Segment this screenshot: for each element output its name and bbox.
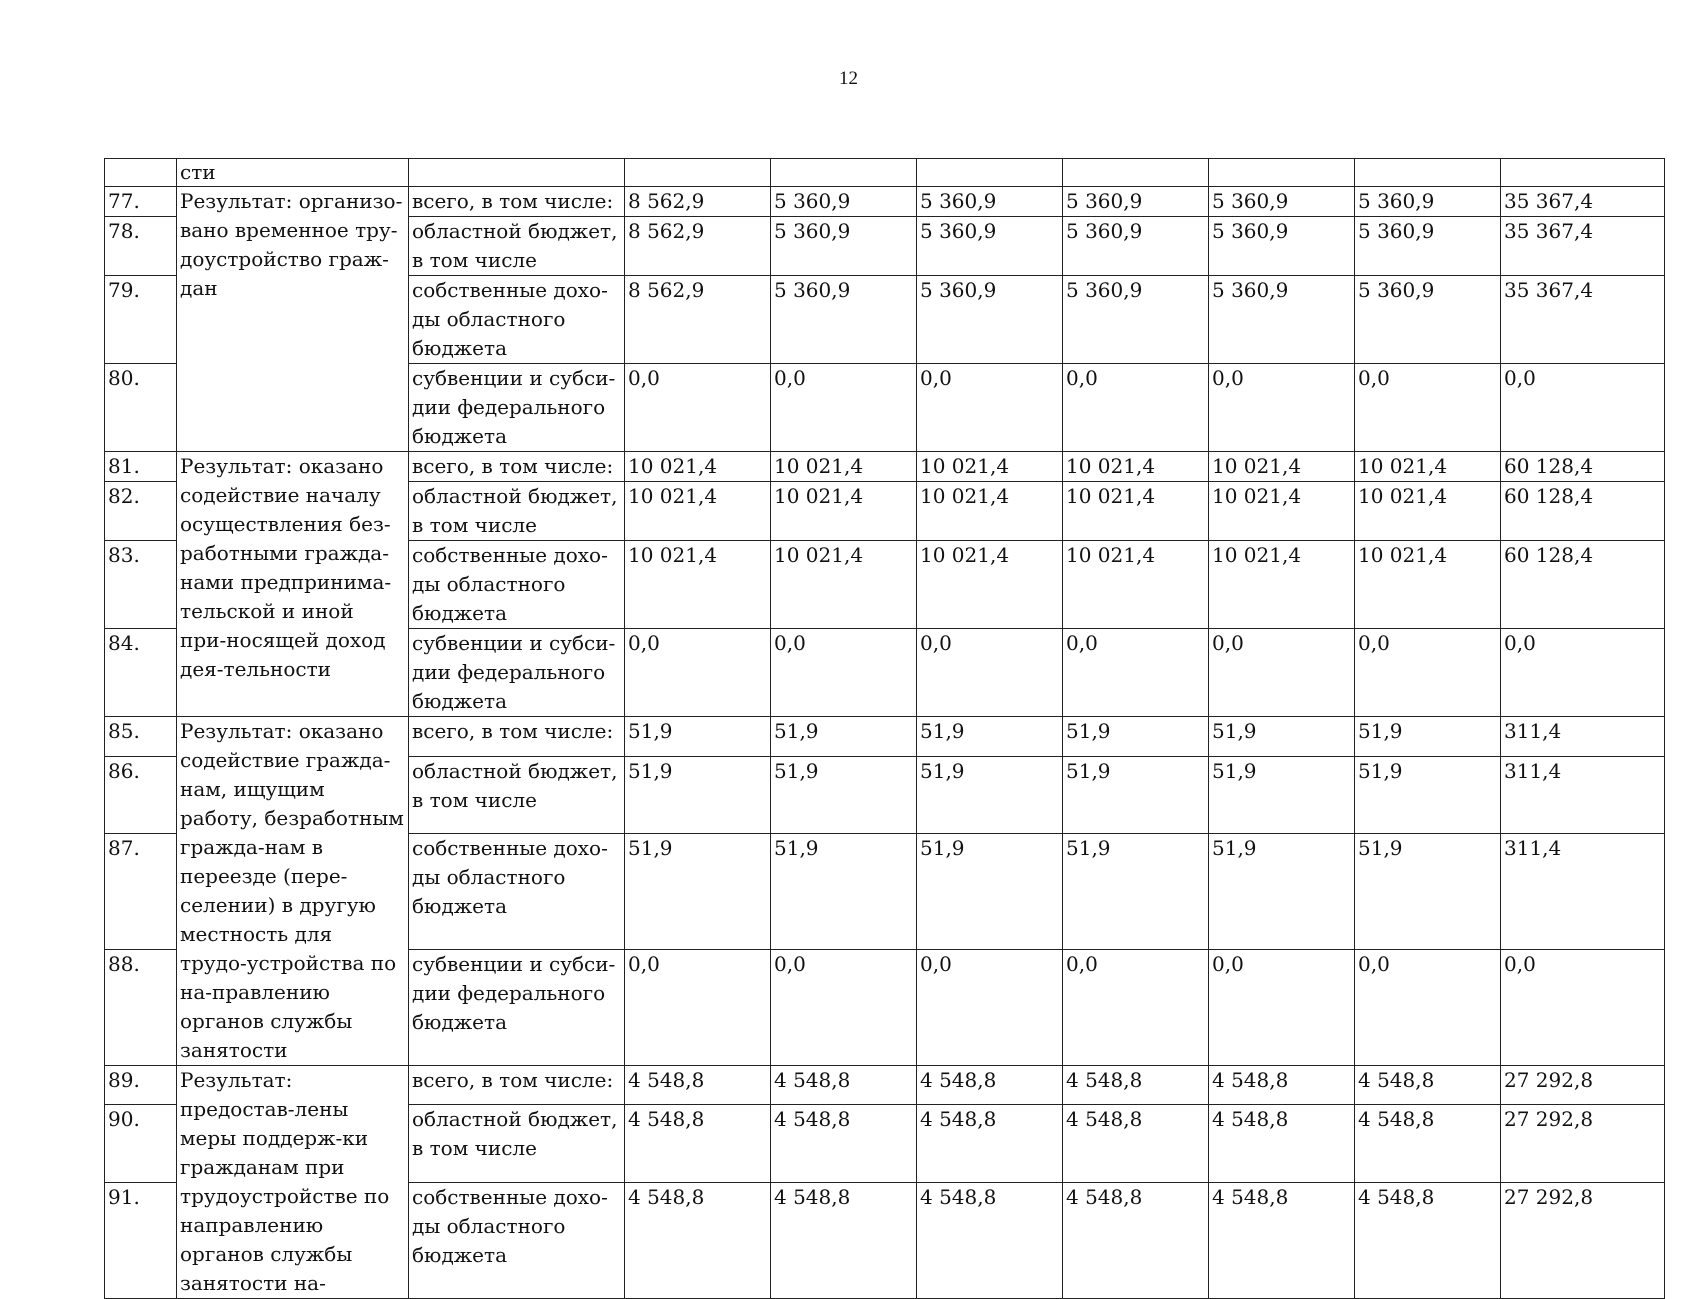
value-cell: 0,0 <box>1063 629 1209 717</box>
row-number-cell: 91. <box>105 1183 177 1299</box>
value-cell: 4 548,8 <box>1209 1066 1355 1105</box>
total-cell: 60 128,4 <box>1501 541 1665 629</box>
value-cell: 5 360,9 <box>1355 217 1501 276</box>
value-cell: 10 021,4 <box>771 482 917 541</box>
value-cell: 4 548,8 <box>917 1105 1063 1183</box>
value-cell: 10 021,4 <box>1355 482 1501 541</box>
funding-source-cell: областной бюджет, в том числе <box>409 1105 625 1183</box>
page-number: 12 <box>839 68 858 89</box>
value-cell: 4 548,8 <box>1063 1066 1209 1105</box>
funding-source-cell: всего, в том числе: <box>409 452 625 482</box>
row-number-cell: 90. <box>105 1105 177 1183</box>
row-number-cell: 89. <box>105 1066 177 1105</box>
value-cell: 0,0 <box>771 950 917 1066</box>
total-cell: 35 367,4 <box>1501 187 1665 217</box>
value-cell: 10 021,4 <box>1063 541 1209 629</box>
value-cell: 0,0 <box>917 364 1063 452</box>
total-cell: 35 367,4 <box>1501 276 1665 364</box>
funding-source-cell: субвенции и субси-дии федерального бюджета <box>409 629 625 717</box>
value-cell: 4 548,8 <box>771 1183 917 1299</box>
row-number-cell: 82. <box>105 482 177 541</box>
value-cell: 0,0 <box>1063 364 1209 452</box>
value-cell: 5 360,9 <box>1209 217 1355 276</box>
total-cell: 311,4 <box>1501 834 1665 950</box>
value-cell: 51,9 <box>917 756 1063 834</box>
value-cell: 5 360,9 <box>917 276 1063 364</box>
value-cell: 10 021,4 <box>917 482 1063 541</box>
row-number-cell: 88. <box>105 950 177 1066</box>
value-cell: 0,0 <box>771 629 917 717</box>
value-cell: 5 360,9 <box>1063 217 1209 276</box>
funding-source-cell: собственные дохо-ды областного бюджета <box>409 1183 625 1299</box>
total-cell: 311,4 <box>1501 717 1665 757</box>
value-cell <box>1063 159 1209 187</box>
value-cell: 51,9 <box>1209 756 1355 834</box>
value-cell: 51,9 <box>625 834 771 950</box>
funding-source-cell: областной бюджет, в том числе <box>409 217 625 276</box>
total-cell: 0,0 <box>1501 364 1665 452</box>
value-cell: 51,9 <box>771 717 917 757</box>
value-cell: 10 021,4 <box>625 482 771 541</box>
value-cell: 4 548,8 <box>917 1183 1063 1299</box>
value-cell: 4 548,8 <box>1355 1105 1501 1183</box>
table-row <box>105 1066 1665 1105</box>
value-cell: 51,9 <box>1355 756 1501 834</box>
value-cell: 5 360,9 <box>917 217 1063 276</box>
table-row <box>105 187 1665 217</box>
table-row <box>105 452 1665 482</box>
row-number-cell: 86. <box>105 756 177 834</box>
value-cell: 51,9 <box>625 717 771 757</box>
value-cell: 5 360,9 <box>1209 276 1355 364</box>
value-cell: 5 360,9 <box>771 217 917 276</box>
row-number-cell: 83. <box>105 541 177 629</box>
value-cell: 10 021,4 <box>917 541 1063 629</box>
value-cell: 0,0 <box>1063 950 1209 1066</box>
value-cell: 4 548,8 <box>1355 1183 1501 1299</box>
row-number-cell: 78. <box>105 217 177 276</box>
value-cell: 10 021,4 <box>1063 482 1209 541</box>
table-body <box>105 159 1665 1299</box>
value-cell <box>917 159 1063 187</box>
total-cell: 0,0 <box>1501 629 1665 717</box>
result-cell: Результат: оказано содействие началу осуществления без-работными гражда-нами предпринима-тельской и иной при-носящей доход дея-тельности <box>177 452 409 717</box>
value-cell: 10 021,4 <box>625 452 771 482</box>
result-cell: Результат: оказано содействие гражда-нам, ищущим работу, безработным гражда-нам в переезде (пере-селении) в другую местность для трудо-устройства по на-правлению органов службы занятости <box>177 717 409 1066</box>
total-cell: 0,0 <box>1501 950 1665 1066</box>
value-cell: 10 021,4 <box>771 452 917 482</box>
result-cell: сти <box>177 159 409 187</box>
value-cell: 51,9 <box>1063 756 1209 834</box>
total-cell: 60 128,4 <box>1501 452 1665 482</box>
value-cell: 5 360,9 <box>1209 187 1355 217</box>
value-cell: 0,0 <box>771 364 917 452</box>
value-cell: 51,9 <box>917 717 1063 757</box>
value-cell: 10 021,4 <box>917 452 1063 482</box>
value-cell: 0,0 <box>917 950 1063 1066</box>
value-cell: 51,9 <box>1209 834 1355 950</box>
funding-source-cell: областной бюджет, в том числе <box>409 756 625 834</box>
value-cell: 4 548,8 <box>1355 1066 1501 1105</box>
value-cell: 0,0 <box>1209 629 1355 717</box>
value-cell: 8 562,9 <box>625 217 771 276</box>
row-number-cell: 85. <box>105 717 177 757</box>
value-cell: 0,0 <box>625 950 771 1066</box>
value-cell <box>625 159 771 187</box>
row-number-cell: 79. <box>105 276 177 364</box>
value-cell: 51,9 <box>1063 717 1209 757</box>
total-cell: 60 128,4 <box>1501 482 1665 541</box>
row-number-cell: 80. <box>105 364 177 452</box>
table-row <box>105 717 1665 757</box>
value-cell: 0,0 <box>1355 950 1501 1066</box>
value-cell: 10 021,4 <box>1209 482 1355 541</box>
value-cell: 4 548,8 <box>625 1066 771 1105</box>
value-cell: 4 548,8 <box>771 1105 917 1183</box>
funding-source-cell: собственные дохо-ды областного бюджета <box>409 276 625 364</box>
value-cell: 4 548,8 <box>1063 1105 1209 1183</box>
value-cell: 5 360,9 <box>917 187 1063 217</box>
value-cell: 4 548,8 <box>625 1183 771 1299</box>
value-cell: 4 548,8 <box>1063 1183 1209 1299</box>
value-cell: 51,9 <box>771 756 917 834</box>
result-cell: Результат: предостав-лены меры поддерж-ки гражданам при трудоустройстве по направлению органов службы занятости на- <box>177 1066 409 1299</box>
value-cell: 51,9 <box>917 834 1063 950</box>
value-cell: 8 562,9 <box>625 187 771 217</box>
value-cell: 5 360,9 <box>1355 276 1501 364</box>
value-cell: 51,9 <box>1063 834 1209 950</box>
value-cell: 0,0 <box>917 629 1063 717</box>
value-cell: 4 548,8 <box>1209 1105 1355 1183</box>
funding-source-cell: собственные дохо-ды областного бюджета <box>409 541 625 629</box>
budget-table <box>104 158 1665 1299</box>
value-cell <box>771 159 917 187</box>
value-cell: 0,0 <box>625 629 771 717</box>
value-cell: 8 562,9 <box>625 276 771 364</box>
value-cell: 51,9 <box>1209 717 1355 757</box>
value-cell: 10 021,4 <box>1063 452 1209 482</box>
result-cell: Результат: организо-вано временное тру-доустройство граж-дан <box>177 187 409 452</box>
value-cell: 10 021,4 <box>1355 541 1501 629</box>
total-cell: 27 292,8 <box>1501 1183 1665 1299</box>
value-cell: 51,9 <box>771 834 917 950</box>
value-cell: 10 021,4 <box>1209 452 1355 482</box>
value-cell: 0,0 <box>1209 950 1355 1066</box>
value-cell: 0,0 <box>1209 364 1355 452</box>
total-cell: 27 292,8 <box>1501 1105 1665 1183</box>
value-cell: 5 360,9 <box>771 187 917 217</box>
value-cell: 5 360,9 <box>1063 187 1209 217</box>
value-cell: 10 021,4 <box>1355 452 1501 482</box>
value-cell: 51,9 <box>1355 834 1501 950</box>
funding-source-cell: всего, в том числе: <box>409 717 625 757</box>
value-cell: 5 360,9 <box>1063 276 1209 364</box>
funding-source-cell: всего, в том числе: <box>409 187 625 217</box>
funding-source-cell: всего, в том числе: <box>409 1066 625 1105</box>
value-cell <box>1355 159 1501 187</box>
row-number-cell <box>105 159 177 187</box>
funding-source-cell: субвенции и субси-дии федерального бюджета <box>409 950 625 1066</box>
value-cell <box>1209 159 1355 187</box>
value-cell: 5 360,9 <box>1355 187 1501 217</box>
value-cell: 0,0 <box>625 364 771 452</box>
value-cell: 5 360,9 <box>771 276 917 364</box>
value-cell: 51,9 <box>625 756 771 834</box>
total-cell <box>1501 159 1665 187</box>
funding-source-cell: субвенции и субси-дии федерального бюджета <box>409 364 625 452</box>
total-cell: 27 292,8 <box>1501 1066 1665 1105</box>
value-cell: 0,0 <box>1355 629 1501 717</box>
total-cell: 311,4 <box>1501 756 1665 834</box>
value-cell: 4 548,8 <box>1209 1183 1355 1299</box>
total-cell: 35 367,4 <box>1501 217 1665 276</box>
value-cell: 10 021,4 <box>771 541 917 629</box>
value-cell: 4 548,8 <box>917 1066 1063 1105</box>
row-number-cell: 77. <box>105 187 177 217</box>
funding-source-cell: собственные дохо-ды областного бюджета <box>409 834 625 950</box>
continuation-row <box>105 159 1665 187</box>
value-cell: 10 021,4 <box>625 541 771 629</box>
value-cell: 0,0 <box>1355 364 1501 452</box>
value-cell: 4 548,8 <box>771 1066 917 1105</box>
row-number-cell: 84. <box>105 629 177 717</box>
value-cell: 4 548,8 <box>625 1105 771 1183</box>
value-cell: 10 021,4 <box>1209 541 1355 629</box>
funding-source-cell: областной бюджет, в том числе <box>409 482 625 541</box>
row-number-cell: 87. <box>105 834 177 950</box>
value-cell: 51,9 <box>1355 717 1501 757</box>
funding-source-cell <box>409 159 625 187</box>
row-number-cell: 81. <box>105 452 177 482</box>
